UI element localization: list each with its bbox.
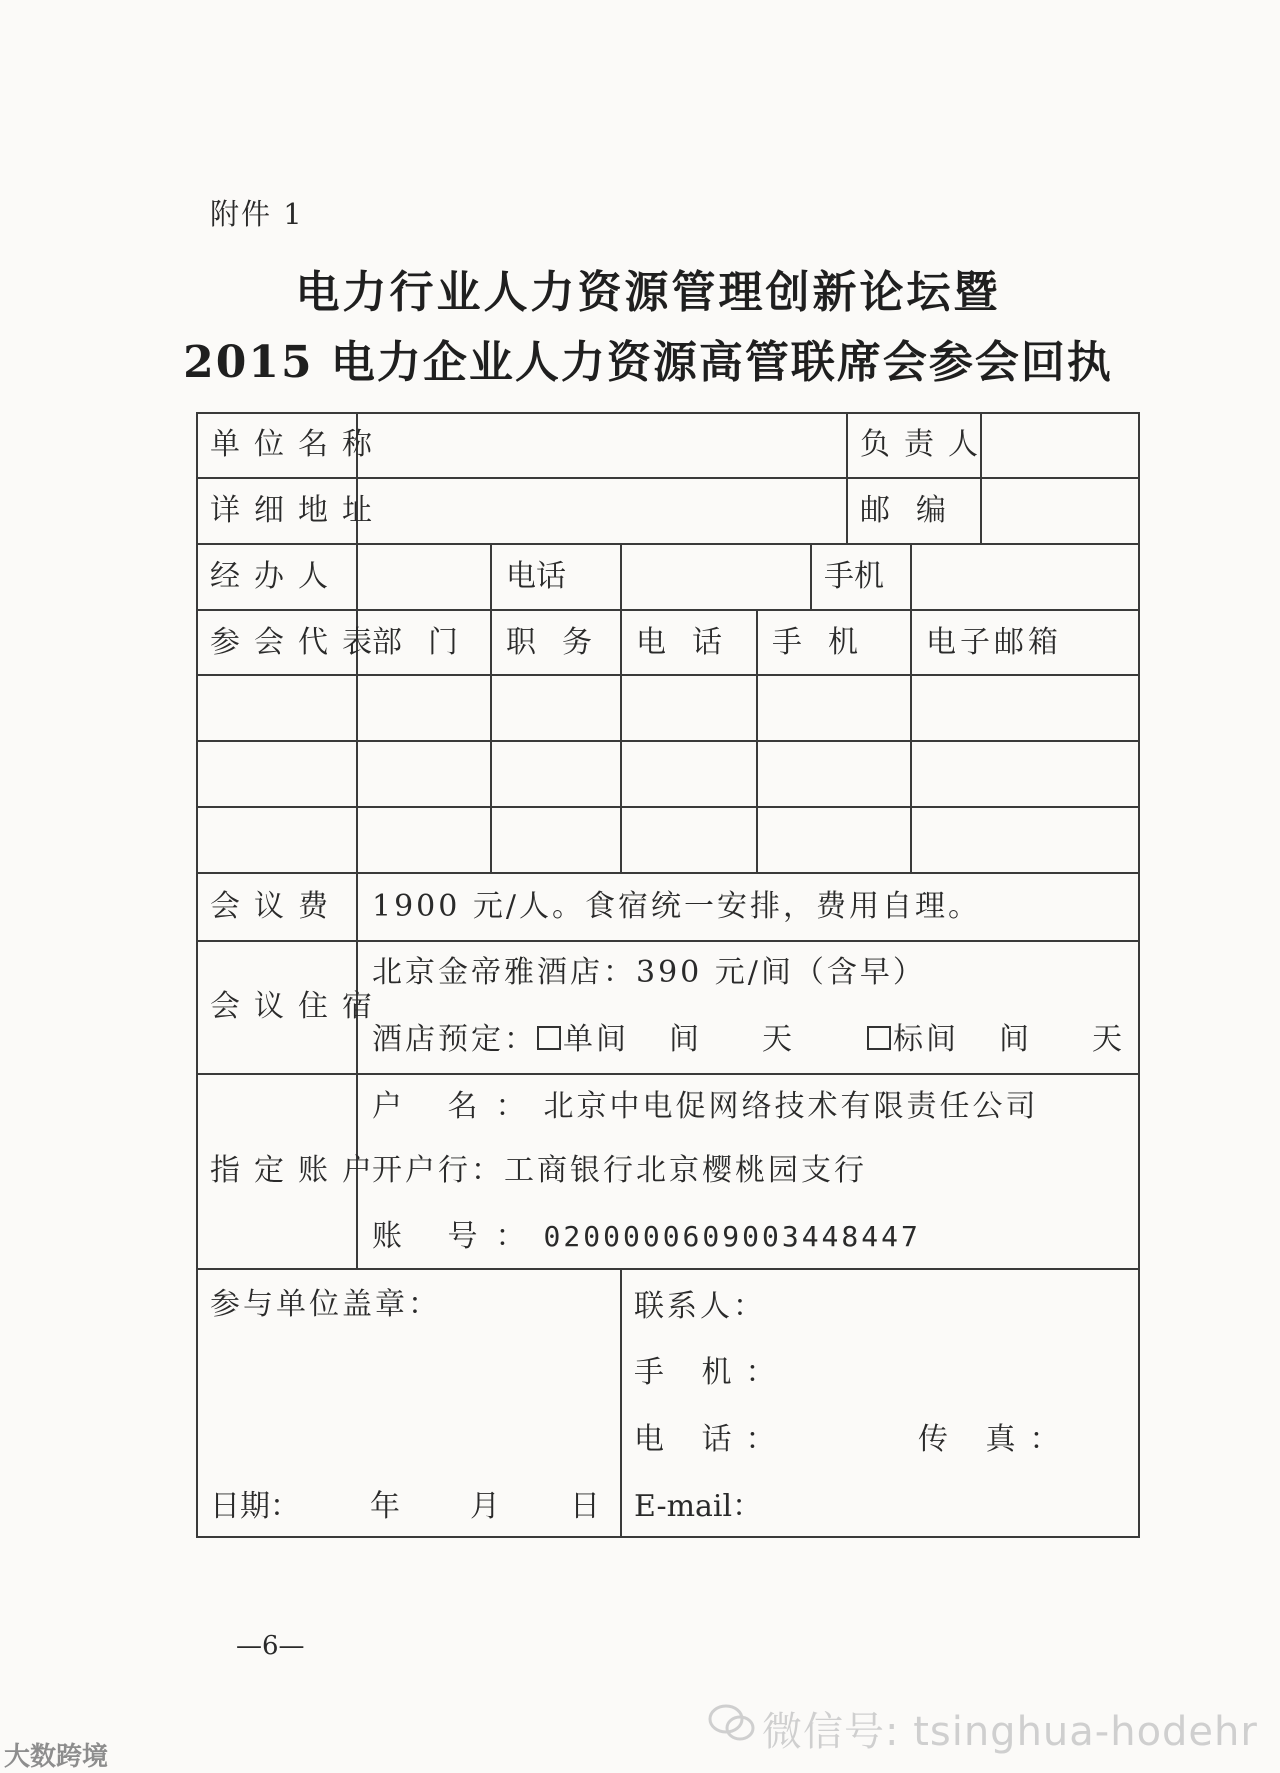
wechat-watermark: 微信号: tsinghua-hodehr — [762, 1709, 1258, 1755]
table-vline — [846, 412, 848, 543]
table-vline — [810, 543, 812, 609]
twin-room-checkbox[interactable] — [867, 1026, 891, 1050]
col-header-email: 电子邮箱 — [926, 625, 1062, 660]
twin-room-unit: 间 — [999, 1022, 1032, 1057]
seal-label: 参与单位盖章： — [210, 1287, 441, 1322]
table-vline — [910, 543, 912, 609]
date-day: 日 — [570, 1489, 600, 1524]
contact-label: 联系人： — [634, 1289, 766, 1324]
table-vline — [620, 543, 622, 609]
booking-prefix: 酒店预定： — [372, 1022, 537, 1057]
table-hline — [196, 740, 1140, 742]
label-person-in-charge: 负责人 — [860, 427, 992, 462]
table-vline — [620, 609, 622, 872]
bank-label: 开户行： — [372, 1153, 504, 1188]
phone-field[interactable] — [624, 545, 808, 607]
table-vline — [196, 412, 198, 1536]
mobile-field[interactable] — [914, 545, 1136, 607]
label-handler: 经办人 — [210, 559, 342, 594]
table-hline — [196, 609, 1140, 611]
bank-line — [372, 1153, 867, 1188]
table-hline — [196, 1536, 1140, 1538]
table-vline — [490, 609, 492, 872]
label-mobile: 手机 — [824, 559, 884, 594]
date-label: 日期： — [210, 1489, 300, 1524]
label-address: 详细地址 — [210, 493, 386, 528]
contact-email-label: E-mail： — [634, 1489, 763, 1524]
col-header-phone: 电话 — [636, 625, 748, 660]
single-room-label: 单间 — [563, 1022, 629, 1057]
label-account: 指定账户 — [210, 1153, 386, 1188]
corner-logo: 大数跨境 — [4, 1742, 109, 1772]
contact-fax-label: 传 真： — [918, 1422, 1074, 1457]
table-hline — [196, 1073, 1140, 1075]
single-room-unit: 间 — [669, 1022, 702, 1057]
col-header-dept: 部门 — [372, 625, 484, 660]
account-name-line — [372, 1089, 1039, 1124]
label-postcode: 邮编 — [860, 493, 972, 528]
table-hline — [196, 1268, 1140, 1270]
wechat-icon — [708, 1704, 756, 1742]
table-vline — [756, 609, 758, 872]
single-day-unit: 天 — [762, 1022, 795, 1057]
date-line — [210, 1489, 600, 1524]
twin-day-unit: 天 — [1092, 1022, 1125, 1057]
label-delegates: 参会代表 — [210, 625, 386, 660]
unit-name-field[interactable] — [360, 414, 844, 476]
table-hline — [196, 806, 1140, 808]
handler-field[interactable] — [360, 545, 488, 607]
table-vline — [620, 1268, 622, 1536]
table-vline — [356, 412, 358, 1268]
date-year: 年 — [370, 1489, 400, 1524]
label-lodging: 会议住宿 — [210, 989, 386, 1024]
page-number: —6— — [236, 1631, 305, 1661]
table-hline — [196, 872, 1140, 874]
person-in-charge-field[interactable] — [984, 414, 1136, 476]
table-vline — [1138, 412, 1140, 1536]
account-name: 北京中电促网络技术有限责任公司 — [543, 1089, 1039, 1124]
table-hline — [196, 940, 1140, 942]
label-unit-name: 单位名称 — [210, 427, 386, 462]
title-line-2: 2015 电力企业人力资源高管联席会参会回执 — [183, 337, 1113, 388]
booking-line — [372, 1022, 1125, 1057]
lodging-hotel: 北京金帝雅酒店：390 元/间（含早） — [372, 955, 926, 990]
fee-value: 1900 元/人。食宿统一安排，费用自理。 — [372, 889, 981, 924]
bank-name: 工商银行北京樱桃园支行 — [504, 1153, 867, 1188]
account-no-label: 账 号： — [372, 1219, 544, 1254]
account-no: 0200000609003448447 — [543, 1220, 921, 1253]
title-line-1: 电力行业人力资源管理创新论坛暨 — [295, 267, 1001, 318]
postcode-field[interactable] — [984, 479, 1136, 541]
account-no-line — [372, 1219, 921, 1254]
col-header-mobile: 手机 — [772, 625, 884, 660]
annex-label: 附件 1 — [210, 197, 304, 231]
col-header-post: 职务 — [506, 625, 618, 660]
contact-mobile-label: 手 机： — [634, 1355, 790, 1390]
address-field[interactable] — [360, 479, 844, 541]
label-fee: 会议费 — [210, 889, 342, 924]
table-vline — [910, 609, 912, 872]
date-month: 月 — [470, 1489, 500, 1524]
account-name-label: 户 名： — [372, 1089, 544, 1124]
single-room-checkbox[interactable] — [537, 1026, 561, 1050]
table-vline — [490, 543, 492, 609]
contact-phone-label: 电 话： — [634, 1422, 790, 1457]
table-hline — [196, 674, 1140, 676]
twin-room-label: 标间 — [893, 1022, 959, 1057]
label-phone: 电话 — [506, 559, 566, 594]
